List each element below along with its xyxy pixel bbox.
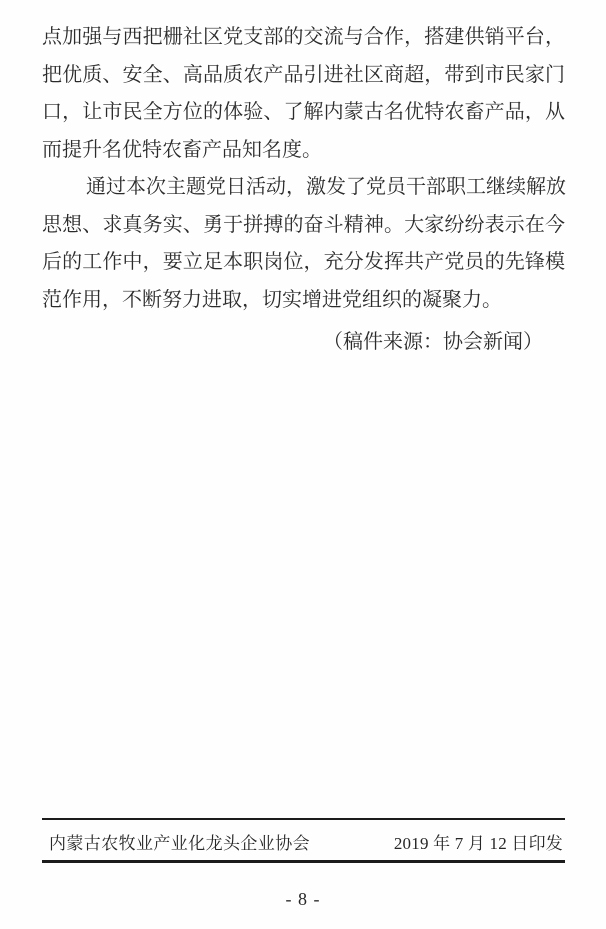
colophon-row — [42, 826, 565, 856]
colophon-bottom-rule — [42, 860, 565, 863]
text-line: 口，让市民全方位的体验、了解内蒙古名优特农畜产品，从 — [42, 101, 565, 123]
text-line: 思想、求真务实、勇于拼搏的奋斗精神。大家纷纷表示在今 — [42, 213, 565, 236]
paragraph — [42, 19, 565, 169]
source-note: （稿件来源：协会新闻） — [323, 331, 543, 353]
text-line: 把优质、安全、高品质农产品引进社区商超，带到市民家门 — [42, 63, 565, 86]
paragraph — [42, 169, 565, 319]
colophon-top-rule — [42, 818, 565, 820]
issuer-label: 内蒙古农牧业产业化龙头企业协会 — [49, 833, 310, 853]
text-line: 通过本次主题党日活动，激发了党员干部职工继续解放 — [86, 176, 566, 198]
body-text — [42, 19, 565, 362]
page-number: - 8 - — [285, 889, 321, 909]
text-line: 后的工作中，要立足本职岗位，充分发挥共产党员的先锋模 — [42, 251, 565, 273]
text-line: 而提升名优特农畜产品知名度。 — [42, 138, 322, 161]
print-date-label: 2019 年 7 月 12 日印发 — [393, 833, 563, 853]
text-line: 范作用，不断努力进取，切实增进党组织的凝聚力。 — [42, 288, 502, 311]
text-line: 点加强与西把栅社区党支部的交流与合作，搭建供销平台， — [42, 26, 565, 48]
